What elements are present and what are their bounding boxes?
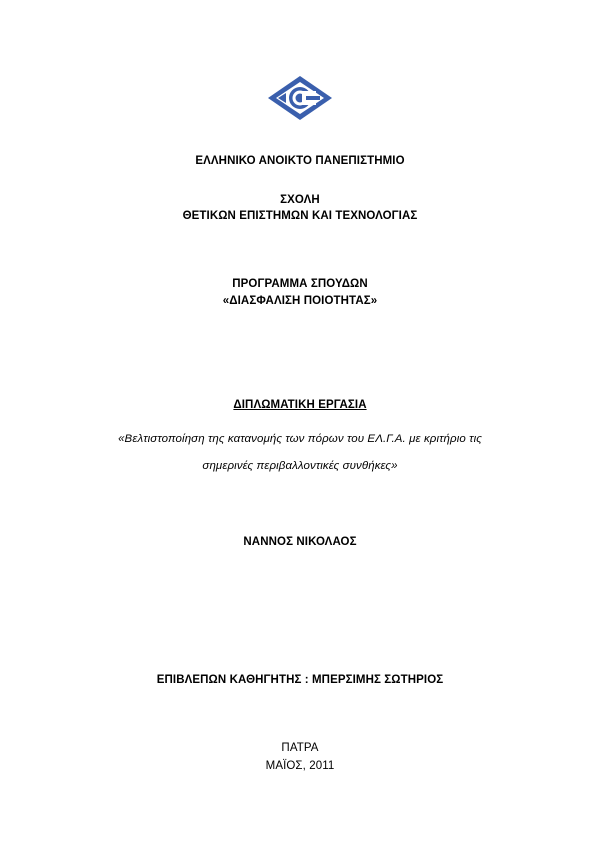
university-emblem-icon <box>266 74 334 122</box>
thesis-title-line-1: «Βελτιστοποίηση της κατανομής των πόρων του ΕΛ.Γ.Α. με κριτήριο τις <box>118 433 482 445</box>
supervisor: ΕΠΙΒΛΕΠΩΝ ΚΑΘΗΓΗΤΗΣ : ΜΠΕΡΣΙΜΗΣ ΣΩΤΗΡΙΟΣ <box>156 674 444 686</box>
author-name: ΝΑΝΝΟΣ ΝΙΚΟΛΑΟΣ <box>243 536 357 548</box>
university-name: ΕΛΛΗΝΙΚΟ ΑΝΟΙΚΤΟ ΠΑΝΕΠΙΣΤΗΜΙΟ <box>195 155 405 167</box>
date: ΜΑΪΟΣ, 2011 <box>265 760 335 772</box>
school-name: ΘΕΤΙΚΩΝ ΕΠΙΣΤΗΜΩΝ ΚΑΙ ΤΕΧΝΟΛΟΓΙΑΣ <box>182 210 418 222</box>
thesis-title-line-2: σημερινές περιβαλλοντικές συνθήκες» <box>202 460 398 472</box>
thesis-type: ΔΙΠΛΩΜΑΤΙΚΗ ΕΡΓΑΣΙΑ <box>233 399 367 411</box>
city: ΠΑΤΡΑ <box>281 742 319 754</box>
school-label: ΣΧΟΛΗ <box>280 194 320 206</box>
program-label: ΠΡΟΓΡΑΜΜΑ ΣΠΟΥΔΩΝ <box>232 278 368 290</box>
program-name: «ΔΙΑΣΦΑΛΙΣΗ ΠΟΙΟΤΗΤΑΣ» <box>222 295 378 307</box>
